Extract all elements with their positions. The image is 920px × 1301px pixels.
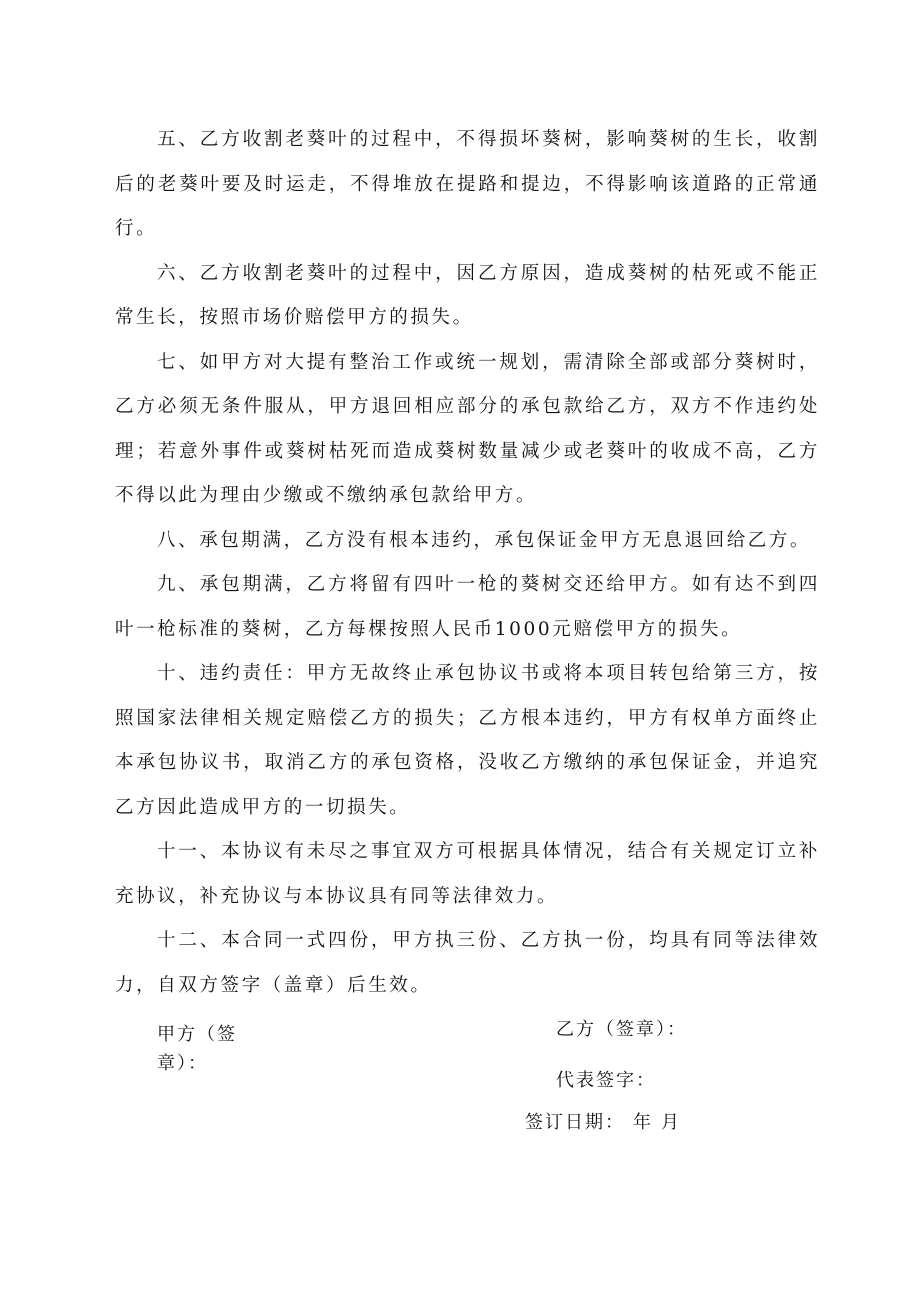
- contract-clauses: [115, 118, 820, 1008]
- signing-date: [525, 1108, 681, 1137]
- clause-11: 十一、本协议有未尽之事宜双方可根据具体情况，结合有关规定订立补充协议，补充协议与本协议具有同等法律效力。: [115, 841, 820, 907]
- clause-5: 五、乙方收割老葵叶的过程中，不得损坏葵树，影响葵树的生长，收割后的老葵叶要及时运走，不得堆放在提路和提边，不得影响该道路的正常通行。: [115, 129, 820, 239]
- party-a-signature-label: 甲方（签章）：: [157, 1024, 237, 1074]
- signing-date-year: 年: [633, 1112, 653, 1133]
- clause-8: 八、承包期满，乙方没有根本违约，承包保证金甲方无息退回给乙方。: [157, 529, 812, 551]
- signing-date-month: 月: [661, 1112, 681, 1133]
- signing-date-label: 签订日期：: [525, 1112, 625, 1133]
- representative-signature-label: 代表签字：: [556, 1070, 656, 1091]
- clause-10: 十、违约责任：甲方无故终止承包协议书或将本项目转包给第三方，按照国家法律相关规定赔偿乙方的损失；乙方根本违约，甲方有权单方面终止本承包协议书，取消乙方的承包资格，没收乙方缴纳的承包保证金，并追究乙方因此造成甲方的一切损失。: [115, 663, 820, 818]
- clause-6: 六、乙方收割老葵叶的过程中，因乙方原因，造成葵树的枯死或不能正常生长，按照市场价赔偿甲方的损失。: [115, 262, 820, 328]
- clause-9: 九、承包期满，乙方将留有四叶一枪的葵树交还给甲方。如有达不到四叶一枪标准的葵树，乙方每棵按照人民币1000元赔偿甲方的损失。: [115, 574, 820, 640]
- clause-12: 十二、本合同一式四份，甲方执三份、乙方执一份，均具有同等法律效力，自双方签字（盖章）后生效。: [115, 930, 820, 996]
- clause-7: 七、如甲方对大提有整治工作或统一规划，需清除全部或部分葵树时，乙方必须无条件服从，甲方退回相应部分的承包款给乙方，双方不作违约处理；若意外事件或葵树枯死而造成葵树数量减少或老葵叶的收成不高，乙方不得以此为理由少缴或不缴纳承包款给甲方。: [115, 351, 820, 506]
- party-b-signature-label: 乙方（签章）：: [556, 1019, 687, 1040]
